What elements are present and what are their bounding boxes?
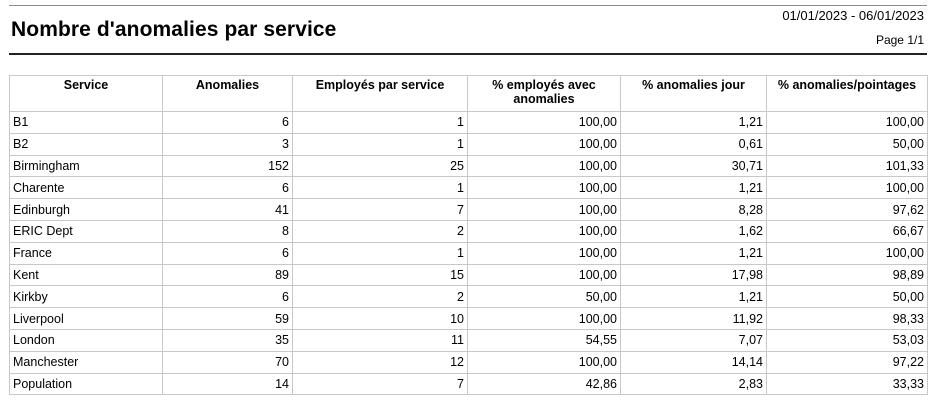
column-header-employees-per-service: Employés par service <box>293 76 468 112</box>
cell-employees: 15 <box>293 264 468 286</box>
cell-anomalies: 6 <box>163 112 293 134</box>
column-header-pct-anomalies-punches: % anomalies/pointages <box>767 76 928 112</box>
table-row <box>10 329 928 351</box>
cell-pct-employees: 100,00 <box>468 199 621 221</box>
cell-pct-punches: 97,22 <box>767 351 928 373</box>
cell-employees: 2 <box>293 220 468 242</box>
cell-anomalies: 3 <box>163 133 293 155</box>
cell-pct-day: 14,14 <box>621 351 767 373</box>
cell-pct-day: 1,21 <box>621 242 767 264</box>
cell-anomalies: 41 <box>163 199 293 221</box>
page-number: Page 1/1 <box>875 33 924 47</box>
cell-pct-employees: 100,00 <box>468 351 621 373</box>
cell-pct-day: 30,71 <box>621 155 767 177</box>
cell-employees: 10 <box>293 308 468 330</box>
column-header-pct-employees-with-anomalies: % employés avec anomalies <box>468 76 621 112</box>
column-header-anomalies: Anomalies <box>163 76 293 112</box>
table-row <box>10 133 928 155</box>
table-header-row <box>10 76 928 112</box>
cell-service: France <box>10 242 163 264</box>
column-header-pct-anomalies-day: % anomalies jour <box>621 76 767 112</box>
cell-anomalies: 152 <box>163 155 293 177</box>
cell-service: Edinburgh <box>10 199 163 221</box>
cell-pct-punches: 98,89 <box>767 264 928 286</box>
table-row <box>10 155 928 177</box>
table-row <box>10 112 928 134</box>
cell-pct-punches: 33,33 <box>767 373 928 395</box>
cell-anomalies: 6 <box>163 242 293 264</box>
cell-pct-employees: 100,00 <box>468 242 621 264</box>
cell-pct-day: 7,07 <box>621 329 767 351</box>
cell-employees: 7 <box>293 373 468 395</box>
cell-service: Birmingham <box>10 155 163 177</box>
cell-pct-punches: 50,00 <box>767 133 928 155</box>
cell-pct-punches: 98,33 <box>767 308 928 330</box>
cell-pct-day: 1,62 <box>621 220 767 242</box>
table-row <box>10 177 928 199</box>
cell-pct-day: 8,28 <box>621 199 767 221</box>
cell-service: B1 <box>10 112 163 134</box>
cell-employees: 1 <box>293 242 468 264</box>
cell-employees: 25 <box>293 155 468 177</box>
cell-pct-punches: 97,62 <box>767 199 928 221</box>
table-body <box>10 112 928 395</box>
cell-employees: 1 <box>293 112 468 134</box>
cell-employees: 12 <box>293 351 468 373</box>
cell-pct-employees: 54,55 <box>468 329 621 351</box>
header-bottom-rule <box>9 53 927 55</box>
column-header-service: Service <box>10 76 163 112</box>
cell-pct-punches: 66,67 <box>767 220 928 242</box>
table-row <box>10 242 928 264</box>
table-row <box>10 220 928 242</box>
cell-employees: 1 <box>293 133 468 155</box>
cell-employees: 11 <box>293 329 468 351</box>
cell-service: Manchester <box>10 351 163 373</box>
cell-service: Kent <box>10 264 163 286</box>
cell-pct-employees: 50,00 <box>468 286 621 308</box>
cell-pct-day: 0,61 <box>621 133 767 155</box>
anomalies-table <box>9 75 928 395</box>
cell-pct-employees: 100,00 <box>468 308 621 330</box>
cell-employees: 2 <box>293 286 468 308</box>
cell-pct-employees: 42,86 <box>468 373 621 395</box>
cell-service: Charente <box>10 177 163 199</box>
cell-pct-employees: 100,00 <box>468 112 621 134</box>
cell-pct-punches: 100,00 <box>767 177 928 199</box>
cell-service: Population <box>10 373 163 395</box>
cell-pct-punches: 101,33 <box>767 155 928 177</box>
table-row <box>10 351 928 373</box>
table-row <box>10 286 928 308</box>
table-row <box>10 373 928 395</box>
cell-anomalies: 6 <box>163 177 293 199</box>
cell-service: ERIC Dept <box>10 220 163 242</box>
cell-anomalies: 14 <box>163 373 293 395</box>
cell-pct-day: 1,21 <box>621 286 767 308</box>
cell-service: Liverpool <box>10 308 163 330</box>
date-range: 01/01/2023 - 06/01/2023 <box>782 8 924 23</box>
cell-pct-day: 1,21 <box>621 112 767 134</box>
cell-pct-day: 1,21 <box>621 177 767 199</box>
cell-employees: 7 <box>293 199 468 221</box>
cell-pct-punches: 53,03 <box>767 329 928 351</box>
cell-pct-punches: 50,00 <box>767 286 928 308</box>
table-row <box>10 199 928 221</box>
cell-anomalies: 8 <box>163 220 293 242</box>
cell-service: Kirkby <box>10 286 163 308</box>
cell-service: B2 <box>10 133 163 155</box>
cell-pct-punches: 100,00 <box>767 242 928 264</box>
cell-pct-day: 2,83 <box>621 373 767 395</box>
cell-pct-employees: 100,00 <box>468 177 621 199</box>
cell-pct-day: 17,98 <box>621 264 767 286</box>
cell-pct-employees: 100,00 <box>468 220 621 242</box>
header-top-rule <box>9 5 927 6</box>
report-title: Nombre d'anomalies par service <box>11 18 337 41</box>
table-row <box>10 308 928 330</box>
cell-pct-employees: 100,00 <box>468 133 621 155</box>
table-row <box>10 264 928 286</box>
cell-anomalies: 6 <box>163 286 293 308</box>
cell-employees: 1 <box>293 177 468 199</box>
cell-anomalies: 59 <box>163 308 293 330</box>
cell-service: London <box>10 329 163 351</box>
cell-pct-employees: 100,00 <box>468 155 621 177</box>
cell-pct-punches: 100,00 <box>767 112 928 134</box>
cell-pct-employees: 100,00 <box>468 264 621 286</box>
cell-anomalies: 35 <box>163 329 293 351</box>
cell-anomalies: 89 <box>163 264 293 286</box>
cell-anomalies: 70 <box>163 351 293 373</box>
cell-pct-day: 11,92 <box>621 308 767 330</box>
